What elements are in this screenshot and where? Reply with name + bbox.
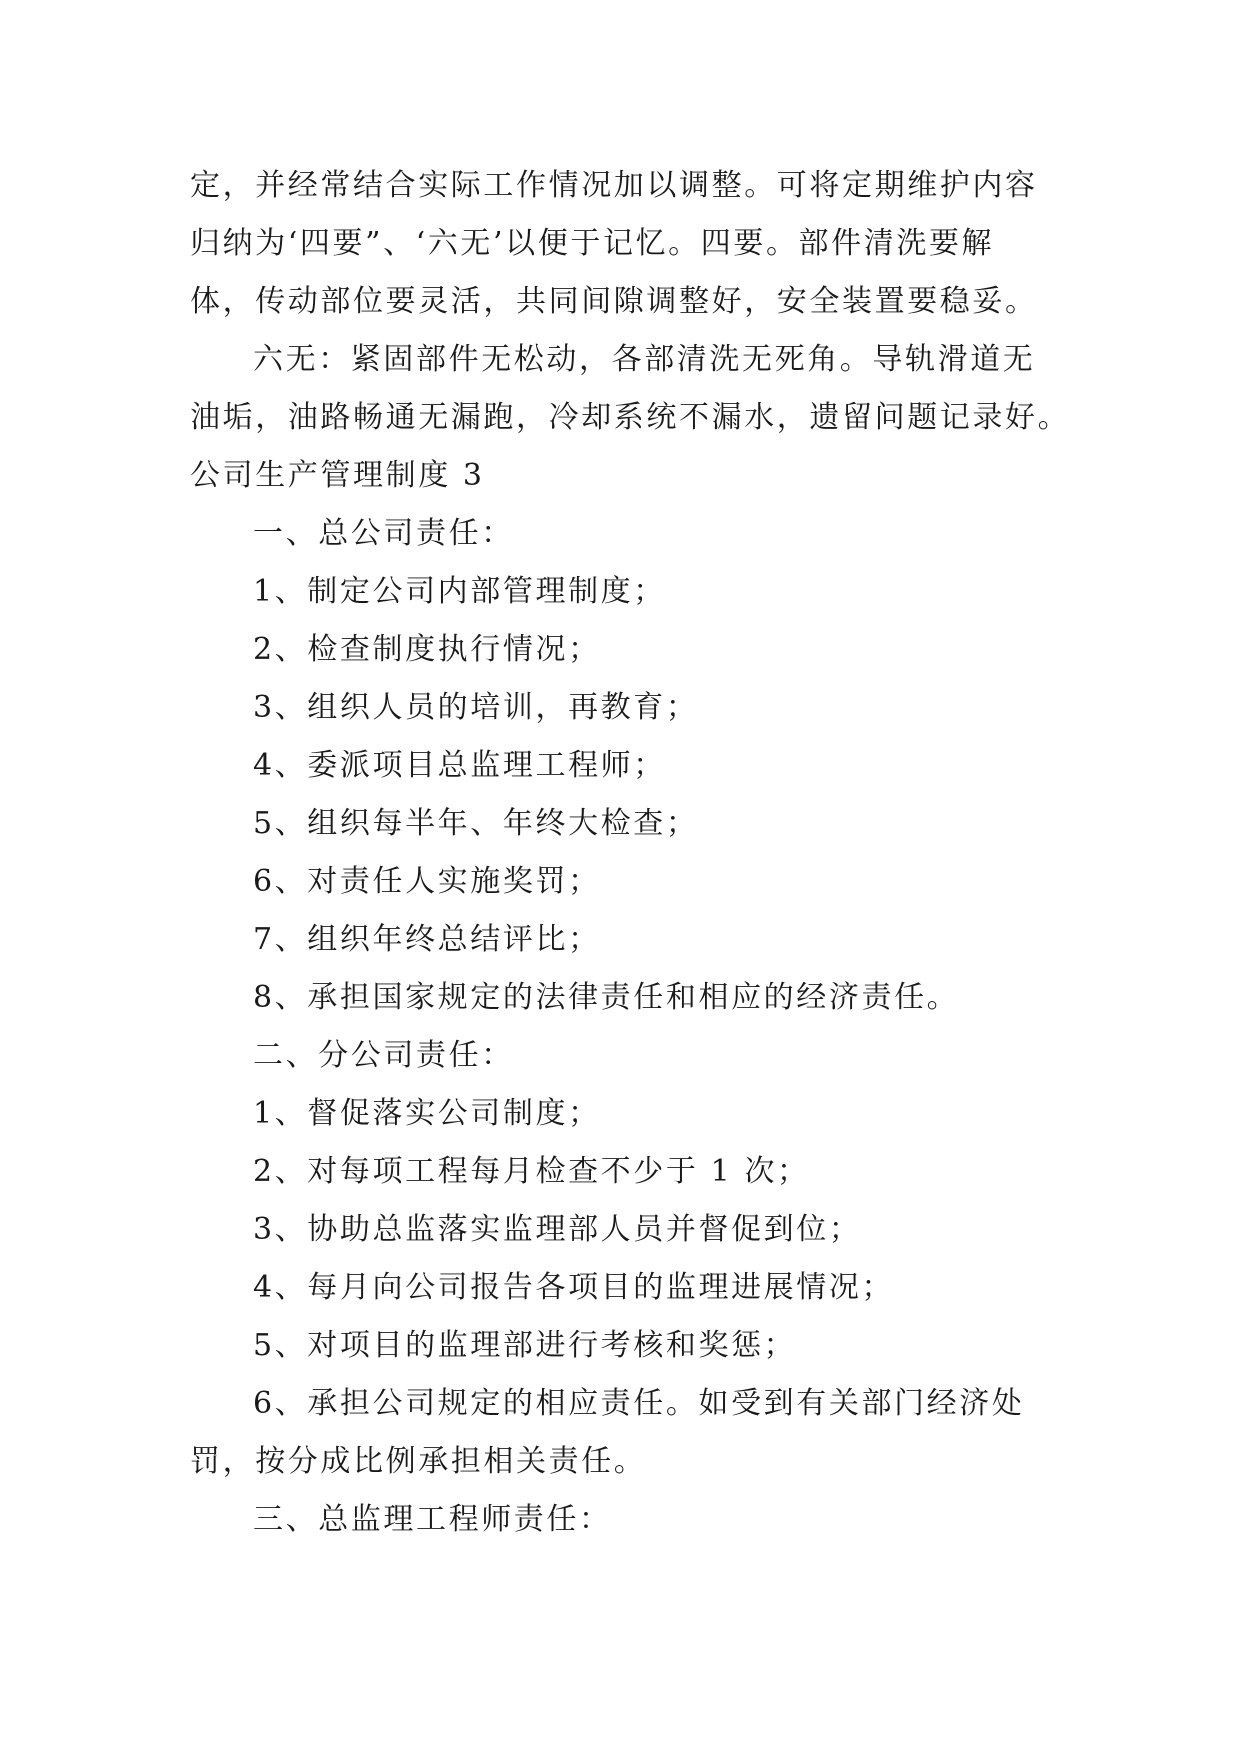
list-item: 1、督促落实公司制度；	[253, 1096, 601, 1131]
list-item: 7、组织年终总结评比；	[253, 922, 601, 957]
paragraph-line: 归纳为‘四要”、‘六无’以便于记忆。四要。部件清洗要解	[190, 226, 995, 261]
paragraph-line: 体，传动部位要灵活，共同间隙调整好，安全装置要稳妥。	[190, 284, 1038, 319]
list-item: 2、对每项工程每月检查不少于 1 次；	[253, 1154, 810, 1189]
list-item: 5、对项目的监理部进行考核和奖惩；	[253, 1328, 797, 1363]
section-heading: 一、总公司责任：	[253, 516, 514, 551]
list-item: 8、承担国家规定的法律责任和相应的经济责任。	[253, 980, 960, 1015]
list-item-continuation: 罚，按分成比例承担相关责任。	[190, 1444, 647, 1479]
paragraph-line: 定，并经常结合实际工作情况加以调整。可将定期维护内容	[190, 168, 1038, 203]
list-item: 6、承担公司规定的相应责任。如受到有关部门经济处	[253, 1386, 1025, 1421]
paragraph-line: 六无：紧固部件无松动，各部清洗无死角。导轨滑道无	[253, 342, 1036, 377]
list-item: 3、组织人员的培训，再教育；	[253, 690, 699, 725]
section-heading: 三、总监理工程师责任：	[253, 1502, 612, 1537]
section-title: 公司生产管理制度 3	[190, 458, 485, 493]
list-item: 4、委派项目总监理工程师；	[253, 748, 666, 783]
section-heading: 二、分公司责任：	[253, 1038, 514, 1073]
list-item: 5、组织每半年、年终大检查；	[253, 806, 699, 841]
list-item: 1、制定公司内部管理制度；	[253, 574, 666, 609]
paragraph-line: 油垢，油路畅通无漏跑，冷却系统不漏水，遗留问题记录好。	[190, 400, 1071, 435]
list-item: 4、每月向公司报告各项目的监理进展情况；	[253, 1270, 895, 1305]
list-item: 6、对责任人实施奖罚；	[253, 864, 601, 899]
list-item: 3、协助总监落实监理部人员并督促到位；	[253, 1212, 862, 1247]
document-page	[190, 157, 1070, 1549]
list-item: 2、检查制度执行情况；	[253, 632, 601, 667]
